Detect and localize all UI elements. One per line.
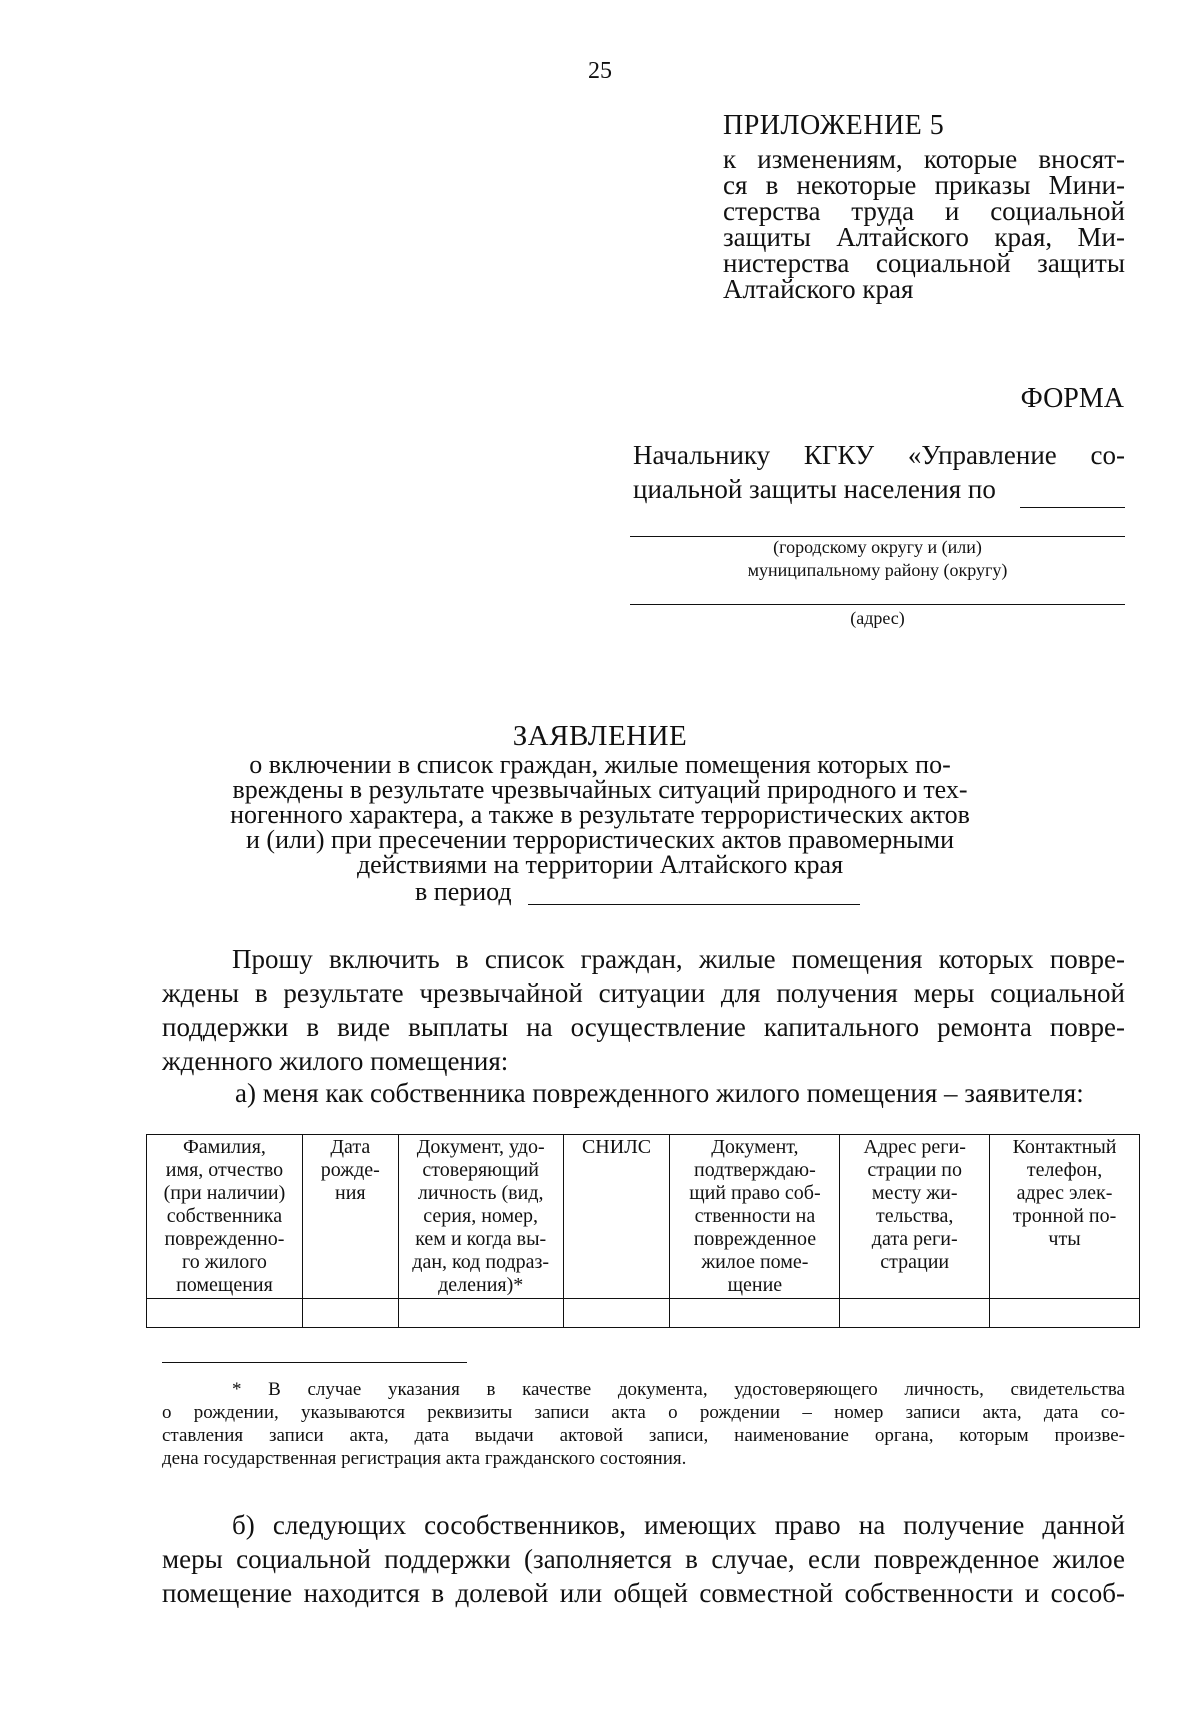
address-caption: (адрес) xyxy=(850,608,905,628)
district-caption xyxy=(630,536,1125,582)
period-label: в период xyxy=(415,877,512,906)
table-header-row xyxy=(147,1135,1140,1299)
header-ownership-document: Документ, подтверждаю- щий право соб- ственности на поврежденное жилое поме- щение xyxy=(670,1135,840,1299)
header-birth-date: Дата рожде- ния xyxy=(302,1135,398,1299)
item-b xyxy=(162,1508,1125,1610)
header-registration-address: Адрес реги- страции по месту жи- тельства, дата реги- страции xyxy=(840,1135,990,1299)
appendix-line: Алтайского края xyxy=(723,274,914,304)
header-owner-name: Фамилия, имя, отчество (при наличии) собственника поврежденно- го жилого помещения xyxy=(147,1135,303,1299)
request-line: жденного жилого помещения: xyxy=(162,1046,509,1076)
empty-cell[interactable] xyxy=(398,1299,563,1328)
caption-line: (городскому округу и (или) xyxy=(773,537,982,557)
addressee-text: Начальнику КГКУ «Управление со- xyxy=(633,440,1125,470)
subtitle-line: вреждены в результате чрезвычайных ситуаций природного и тех- xyxy=(232,775,968,804)
subtitle-line: и (или) при пресечении террористических актов правомерными xyxy=(246,825,954,854)
caption-line: муниципальному району (округу) xyxy=(747,560,1008,580)
header-contacts: Контактный телефон, адрес элек- тронной по- чты xyxy=(990,1135,1140,1299)
addressee-line-2: циальной защиты населения по xyxy=(633,474,996,504)
appendix-title: ПРИЛОЖЕНИЕ 5 xyxy=(723,110,945,141)
appendix-text xyxy=(723,146,1125,302)
request-line: поддержки в виде выплаты на осуществление капитального ремонта повре- xyxy=(162,1012,1125,1042)
empty-cell[interactable] xyxy=(147,1299,303,1328)
item-b-line: помещение находится в долевой или общей совместной собственности и сособ- xyxy=(162,1578,1125,1608)
footnote-line: о рождении, указываются реквизиты записи акта о рождении – номер записи акта, дата со- xyxy=(162,1402,1125,1423)
appendix-line: нистерства социальной защиты xyxy=(723,248,1125,278)
appendix-line: защиты Алтайского края, Ми- xyxy=(723,222,1125,252)
page-number: 25 xyxy=(588,58,612,84)
footnote-separator xyxy=(162,1362,467,1363)
request-line: ждены в результате чрезвычайной ситуации для получения меры социальной xyxy=(162,978,1125,1008)
empty-cell[interactable] xyxy=(563,1299,670,1328)
table-row xyxy=(147,1299,1140,1328)
statement-subtitle xyxy=(0,752,1200,877)
appendix-line: к изменениям, которые вносят- xyxy=(723,144,1125,174)
footnote-line: ставления записи акта, дата выдачи актовой записи, наименование органа, которым произве- xyxy=(162,1425,1125,1446)
header-snils: СНИЛС xyxy=(563,1135,670,1299)
subtitle-line: ногенного характера, а также в результате террористических актов xyxy=(230,800,970,829)
empty-cell[interactable] xyxy=(840,1299,990,1328)
item-b-line: б) следующих сособственников, имеющих право на получение данной xyxy=(232,1510,1125,1540)
item-b-line: меры социальной поддержки (заполняется в случае, если поврежденное жилое xyxy=(162,1544,1125,1574)
header-identity-document: Документ, удо- стоверяющий личность (вид, серия, номер, кем и когда вы- дан, код подраз- деления)* xyxy=(398,1135,563,1299)
empty-cell[interactable] xyxy=(990,1299,1140,1328)
appendix-line: стерства труда и социальной xyxy=(723,196,1125,226)
item-a: а) меня как собственника поврежденного жилого помещения – заявителя: xyxy=(235,1078,1084,1108)
request-line: Прошу включить в список граждан, жилые помещения которых повре- xyxy=(232,944,1125,974)
blank-line xyxy=(528,904,860,905)
appendix-line: ся в некоторые приказы Мини- xyxy=(723,170,1125,200)
statement-title: ЗАЯВЛЕНИЕ xyxy=(512,720,688,752)
subtitle-line: о включении в список граждан, жилые помещения которых по- xyxy=(249,750,951,779)
footnote-line: дена государственная регистрация акта гражданского состояния. xyxy=(162,1448,687,1469)
request-paragraph xyxy=(162,942,1125,1078)
empty-cell[interactable] xyxy=(302,1299,398,1328)
owner-table xyxy=(146,1134,1140,1328)
footnote-line: * В случае указания в качестве документа, удостоверяющего личность, свидетельства xyxy=(232,1379,1125,1400)
blank-line xyxy=(630,604,1125,605)
subtitle-line: действиями на территории Алтайского края xyxy=(356,850,844,879)
footnote xyxy=(162,1378,1125,1470)
form-label: ФОРМА xyxy=(1020,383,1124,414)
blank-line xyxy=(1020,507,1125,508)
addressee-line-1 xyxy=(633,440,1125,474)
empty-cell[interactable] xyxy=(670,1299,840,1328)
